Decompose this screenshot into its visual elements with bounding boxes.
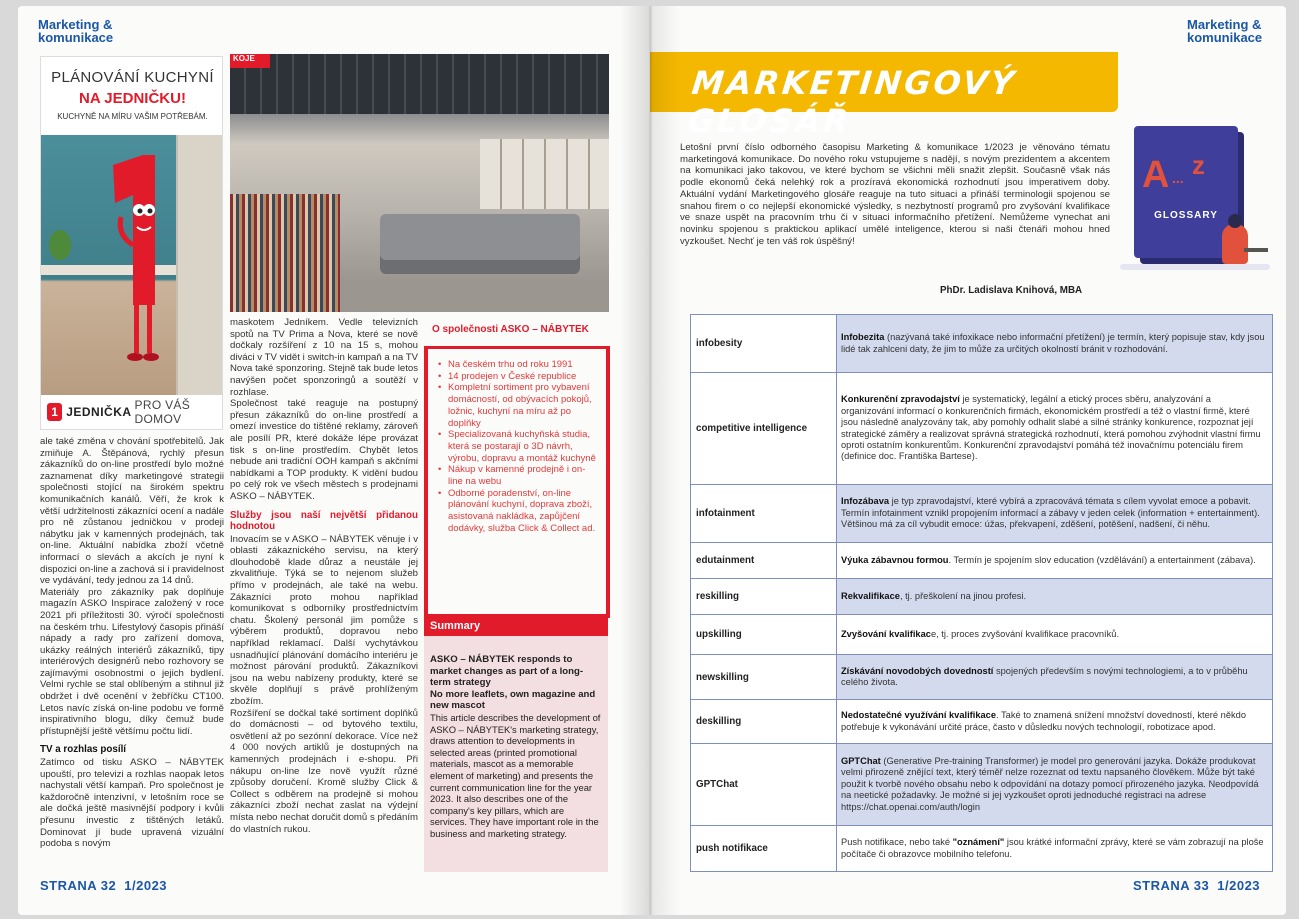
- glossary-term: reskilling: [691, 579, 837, 615]
- glossary-row: [691, 615, 1273, 655]
- page-footer: [40, 878, 167, 893]
- ad-footer-rest: PRO VÁŠ DOMOV: [134, 398, 190, 426]
- illustration-base: [1120, 264, 1270, 270]
- summary-text: This article describes the development of ASKO – NÁBYTEK's marketing strategy, draws attention to developments in selected areas (printed promotional materials, mascot as a memorable element of marketing) and presents the current communication line for the year 2023. It also describes one of the company's key pillars, which are services. They have important role in the business and marketing strategy.: [430, 711, 601, 839]
- author-name: PhDr. Ladislava Knihová, MBA: [940, 285, 1083, 296]
- issue-number: 1/2023: [124, 878, 168, 893]
- glossary-definition: GPTChat (Generative Pre-training Transformer) je model pro generování jazyka. Dokáže produkovat velmi přirozeně znějící text, který téměř nelze rozeznat od textu napsaného člověkem. Může být také použit k tvorbě nového obsahu nebo k odpovídání na dotazy pomocí přirozeného jazyka. Neodpovídá na neetické požadavky. Je možné si jej vyzkoušet oproti jednoduché registraci na adrese https://chat.openai.com/auth/login: [837, 744, 1273, 826]
- glossary-banner: [650, 52, 1118, 140]
- laptop-icon: [1244, 248, 1268, 252]
- glossary-book-illustration: [1110, 114, 1278, 296]
- infobox-item: • Na českém trhu od roku 1991: [438, 359, 598, 371]
- section-tag-line1: Marketing &: [1187, 17, 1262, 32]
- ad-subtitle: KUCHYNĚ NA MÍRU VAŠIM POTŘEBÁM.: [57, 112, 208, 121]
- infobox-item: • Specializovaná kuchyňská studia, která se postarají o 3D návrh, výrobu, dopravu a montáž kuchyně: [438, 429, 598, 464]
- store-sign: KOJE: [230, 54, 270, 68]
- article-paragraph: Inovacím se v ASKO – NÁBYTEK věnuje i v oblasti zákaznického servisu, na který dlouhodobě klade důraz a neustále jej zkvalitňuje. Týká se to nejenom služeb přímo v prodejnách, ale také na webu. Zákazníci proto mohou například komunikovat s odborníky prostřednictvím chatu. Školený personál jim pomůže s výběrem produktů, dopravou nebo například reklamací. Další vychytávkou usnadňující plánování domácího interiéru je možnost párování produktů. Zákazníkovi jsou na webu nabízeny produkty, které se skvěle doplňují s právě prohlíženým zbožím.: [230, 533, 418, 707]
- glossary-row: [691, 485, 1273, 543]
- photo-sofa: [380, 214, 580, 274]
- glossary-row: [691, 700, 1273, 744]
- glossary-term: newskilling: [691, 655, 837, 700]
- page-number: STRANA 33: [1133, 878, 1210, 893]
- glossary-definition: Konkurenční zpravodajství je systematický, legální a etický proces sběru, analyzování a organizování informací o konkurenčních firmách, ekonomickém prostředí a též o vlastní firmě, které jsou následně analyzovány tak, aby pomohly odhalit slabé a silné stránky konkurence, rozpoznat její strategické záměry a realizovat správná strategická rozhodnutí, která pomohou zvýhodnit vlastní firmu oproti ostatním konkurentům. Konkurenční zpravodajství pomáhá též inovačnímu potenciálu firem (definice doc. Františka Bartese).: [837, 373, 1273, 485]
- infobox-list: [428, 349, 606, 535]
- banner-title: MARKETINGOVÝ GLOSÁŘ: [686, 64, 1019, 140]
- section-tag-line2: komunikace: [1187, 30, 1263, 45]
- section-tag: [1187, 18, 1262, 44]
- glossary-definition: Zvyšování kvalifikace, tj. proces zvyšování kvalifikace pracovníků.: [837, 615, 1273, 655]
- jednicka-logo: 1: [47, 403, 62, 421]
- ad-footer: [41, 395, 223, 429]
- article-paragraph: Společnost také reaguje na postupný přesun zákazníků do on-line prostředí a omezí investice do tištěné reklamy, zároveň ale posílí PR, které dokáže lépe provázat tisk s on-line prostředím. Chybět letos nebude ani tradiční OOH kampaň s akčními nabídkami a TOP produkty. K vidění budou po celý rok ve všech městech s prodejnami ASKO – NÁBYTEK.: [230, 398, 418, 502]
- article-paragraph: maskotem Jedníkem. Vedle televizních spotů na TV Prima a Nova, které se nově dočkaly rozšíření z 10 na 15 s, mohou diváci v TV vidět i switch-in kampaň a na TV Nova také sponzoring. Stejně tak bude letos navýšen počet sponzoringů a soutěží v rozhlase.: [230, 317, 418, 398]
- glossary-row: [691, 655, 1273, 700]
- mascot-jednik-icon: [103, 155, 161, 365]
- article-column-1: [40, 436, 224, 850]
- section-tag-line1: Marketing &: [38, 17, 113, 32]
- store-interior-photo: [230, 54, 609, 312]
- glossary-row: [691, 315, 1273, 373]
- glossary-row: [691, 826, 1273, 872]
- infobox-item: • 14 prodejen v České republice: [438, 371, 598, 383]
- kitchen-cabinet: [176, 135, 223, 397]
- photo-textile-rack: [230, 194, 340, 312]
- glossary-intro: Letošní první číslo odborného časopisu Marketing & komunikace 1/2023 je věnováno tématu marketingová komunikace. Do nového roku vstupujeme s nadějí, s novým prezidentem a akcentem na komunikaci jako takovou, ve které bychom se všichni měli snažit zlepšit. Současně však nás podle ekonomů čeká nelehký rok a prozíravá ekonomická rozhodnutí jsou imperativem doby. Aktuální vydání Marketingového glosáře reaguje na tuto situaci a přináší terminologii spojenou se snahou firem o co nejlepší ekonomické výsledky, s nezbytností programů pro zvyšování kvalifikace ve snaze uspět na pracovním trhu či v situaci informačního přetížení. Nemůžeme vynechat ani novinku spojenou s praktickou aplikací umělé inteligence, kterou si naši čtenáři mohou hned vyzkoušet. Nechť je ten váš rok úspěšný!: [680, 142, 1110, 247]
- infobox-item: • Kompletní sortiment pro vybavení domácností, od obývacích pokojů, ložnic, kuchyní na míru až po doplňky: [438, 382, 598, 429]
- glossary-definition: Push notifikace, nebo také "oznámení" jsou krátké informační zprávy, které se vám zobrazují na ploše počítače či obrazovce mobilního telefonu.: [837, 826, 1273, 872]
- glossary-row: [691, 543, 1273, 579]
- asko-advertisement: [40, 56, 223, 430]
- summary-heading: Summary: [424, 616, 608, 636]
- person-icon: [1222, 224, 1248, 264]
- section-tag-line2: komunikace: [38, 30, 114, 45]
- article-paragraph: Materiály pro zákazníky pak doplňuje magazín ASKO Inspirace založený v roce 2021 při příležitosti 30. výročí společnosti na českém trhu. Lifestylový časopis přináší nápady a rady pro zařízení domova, ukázky reálných interiérů zákazníků, tipy interiérových designérů nebo rozhovory se zajímavými osobnostmi o jejich bydlení. Velmi rychle se stal oblíbeným a stihnul již obdržet i dvě ocenění v žebříčku CT100. Letos navíc získá on-line podobu ve formě inspirativního blogu, díky čemuž bude přístupnější ještě většímu počtu lidí.: [40, 586, 224, 737]
- article-subheading: TV a rozhlas posílí: [40, 744, 127, 756]
- glossary-definition: Výuka zábavnou formou. Termín je spojením slov education (vzdělávání) a entertainment (zábava).: [837, 543, 1273, 579]
- person-head-icon: [1228, 214, 1242, 228]
- glossary-term: deskilling: [691, 700, 837, 744]
- ad-title: PLÁNOVÁNÍ KUCHYNÍ: [51, 69, 214, 86]
- glossary-term: edutainment: [691, 543, 837, 579]
- ad-kitchen-image: [41, 135, 223, 397]
- summary-subtitle: No more leaflets, own magazine and new mascot: [430, 688, 596, 712]
- summary-body: [424, 636, 608, 840]
- section-tag: [38, 18, 113, 44]
- article-paragraph: ale také změna v chování spotřebitelů. Jak zmiňuje A. Štěpánová, rychlý přesun zákazníků do on-line prostředí bylo možné zaznamenat díky marketingové strategii společnosti stojící na širokém spektru komunikačních kanálů. Věří, že krok k větší udržitelnosti zákazníci ocení a nadále pro ně zůstanou jedničkou v prodeji nábytku jak v kamenných prodejnách, tak on-line. Aktuální nabídka zboží včetně informací o slevách a akcích je nyní k dispozici on-line a zachová si i pravidelnost ve vydávání, tedy jednou za 14 dnů.: [40, 436, 224, 587]
- infobox-frame: [424, 346, 610, 618]
- glossary-definition: Infobezita (nazývaná také infoxikace nebo informační přetížení) je termín, který popisuje stav, kdy jsou lidé tak zahlceni daty, že jim to může za určitých okolností bránit v rozhodování.: [837, 315, 1273, 373]
- infobox-item: • Odborné poradenství, on-line plánování kuchyní, doprava zboží, asistovaná nakládka, zapůjčení dodávky, služba Click & Collect ad.: [438, 488, 598, 535]
- glossary-term: GPTChat: [691, 744, 837, 826]
- issue-number: 1/2023: [1217, 878, 1261, 893]
- glossary-row: [691, 579, 1273, 615]
- book-label: GLOSSARY: [1154, 210, 1218, 221]
- photo-shelving: [480, 139, 609, 209]
- ad-footer-bold: JEDNIČKA: [66, 405, 132, 419]
- article-column-2: [230, 317, 418, 835]
- book-dots: ...: [1172, 170, 1184, 186]
- article-paragraph: Zatímco od tisku ASKO – NÁBYTEK upouští, pro televizi a rozhlas naopak letos nachystali větší kampaň. Pro společnost je každoročně intenzivní, v letošním roce se ale dočká ještě masivnější podpory i kvůli přesunu investic z tištěných letáků. Dominovat jí bude upravená vizuální podoba s novým: [40, 757, 224, 850]
- infobox-title: O společnosti ASKO – NÁBYTEK: [432, 324, 589, 335]
- page-footer: [1133, 878, 1260, 893]
- book-letter-a: A: [1142, 154, 1170, 196]
- glossary-definition: Získávání novodobých dovedností spojených především s novými technologiemi, a to v průběhu celého života.: [837, 655, 1273, 700]
- ad-title-highlight: NA JEDNIČKU!: [79, 90, 186, 107]
- plant-icon: [49, 230, 71, 260]
- company-infobox: [424, 324, 610, 622]
- glossary-term: infotainment: [691, 485, 837, 543]
- infobox-item: • Nákup v kamenné prodejně i on-line na webu: [438, 464, 598, 487]
- glossary-row: [691, 373, 1273, 485]
- page-left: [18, 6, 650, 915]
- glossary-table: [690, 314, 1273, 872]
- book-letter-z: z: [1192, 150, 1205, 180]
- glossary-definition: Rekvalifikace, tj. přeškolení na jinou profesi.: [837, 579, 1273, 615]
- photo-ceiling: [230, 54, 609, 114]
- page-right: [650, 6, 1286, 915]
- article-subheading: Služby jsou naší největší přidanou hodnotou: [230, 509, 418, 533]
- glossary-term: competitive intelligence: [691, 373, 837, 485]
- page-number: STRANA 32: [40, 878, 117, 893]
- article-paragraph: Rozšíření se dočkal také sortiment doplňků do domácnosti – od bytového textilu, osvětlení až po sezónní dekorace. Více než 4 000 nových artiklů je dostupných na kamenných prodejnách i e-shopu. Při nákupu on-line lze nově využít různé způsoby doručení. Kromě služby Click & Collect s odběrem na prodejně si mohou zákazníci zboží nechat zaslat na výdejní místa nebo nechat doručit domů s předáním do vlastních rukou.: [230, 707, 418, 835]
- summary-box: [424, 616, 608, 872]
- glossary-term: upskilling: [691, 615, 837, 655]
- glossary-term: push notifikace: [691, 826, 837, 872]
- glossary-row: [691, 744, 1273, 826]
- glossary-definition: Infozábava je typ zpravodajství, které vybírá a zpracovává témata s cílem vyvolat emoce a pobavit. Termín infotainment vznikl propojením informací a zábavy v jeden celek (information + entertainment). Většinou má za cíl vybudit emoce: úžas, překvapení, zděšení, potěšení, nadšení, či něhu.: [837, 485, 1273, 543]
- summary-title: ASKO – NÁBYTEK responds to market changes as part of a long-term strategy: [430, 654, 584, 689]
- glossary-term: infobesity: [691, 315, 837, 373]
- glossary-definition: Nedostatečné využívání kvalifikace. Také to znamená snížení množství dovedností, které někdo potřebuje k vykonávání určité práce, často v důsledku nových technologií, robotizace apod.: [837, 700, 1273, 744]
- ad-header: [41, 57, 223, 135]
